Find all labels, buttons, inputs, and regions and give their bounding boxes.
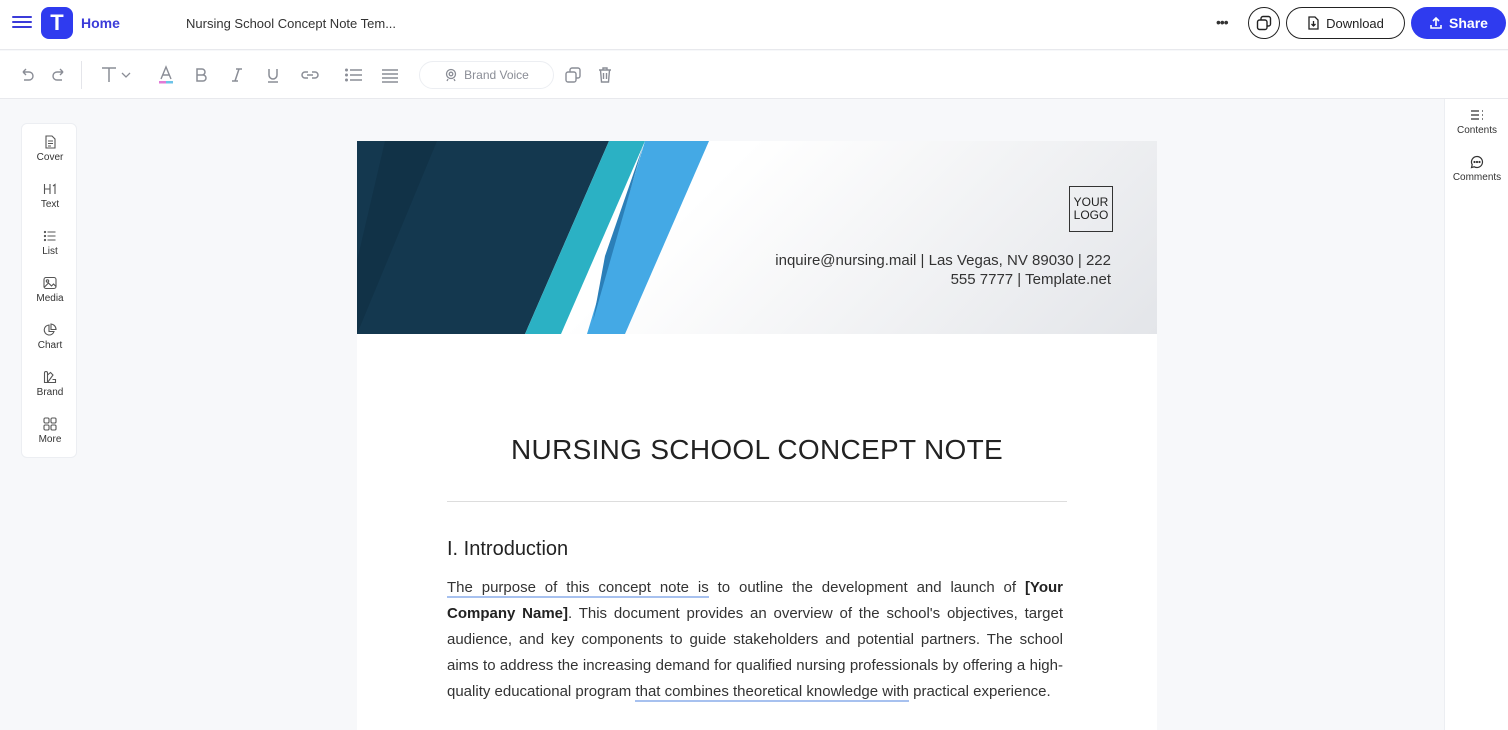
side-panel-right — [1444, 99, 1508, 730]
cover-label: Cover — [36, 152, 64, 163]
delete-button[interactable] — [595, 63, 615, 87]
comment-icon — [1470, 155, 1484, 169]
chart-label: Chart — [37, 340, 63, 351]
paragraph-text-4: . This document provides an overview of the school's objectives, target audience, and key components to guide stakeholders and potential partners. The school aims to address the increasing demand for qualified nursing professionals by offering a high-quality educational program — [447, 605, 1063, 700]
copy-icon — [564, 66, 582, 84]
bullet-list-icon — [344, 67, 364, 83]
section-title[interactable]: I. Introduction — [447, 538, 569, 560]
download-label: Download — [1326, 15, 1384, 31]
image-icon — [43, 276, 57, 290]
format-toolbar — [0, 51, 1508, 99]
document-header[interactable] — [357, 141, 1157, 334]
contents-button[interactable] — [1445, 109, 1508, 136]
insert-text-button[interactable] — [22, 182, 78, 222]
document-page[interactable] — [357, 141, 1157, 730]
text-color-icon — [157, 65, 175, 85]
grid-icon — [43, 417, 57, 431]
paragraph-text-6: practical experience. — [908, 683, 1051, 700]
underline-button[interactable] — [264, 63, 282, 87]
contents-label: Contents — [1456, 125, 1498, 136]
insert-list-button[interactable] — [22, 229, 78, 269]
bullet-list-button[interactable] — [343, 63, 365, 87]
download-icon — [1307, 16, 1320, 30]
duplicate-button[interactable] — [1248, 7, 1280, 39]
document-heading[interactable]: NURSING SCHOOL CONCEPT NOTE — [511, 434, 1003, 465]
heading-icon — [43, 182, 57, 196]
home-link[interactable]: Home — [81, 15, 120, 31]
top-bar — [0, 0, 1508, 50]
media-label: Media — [36, 293, 64, 304]
cover-icon — [43, 135, 57, 149]
link-icon — [300, 69, 320, 81]
suggestion-underline-1[interactable]: The purpose of this concept note is — [447, 579, 709, 596]
contact-info[interactable] — [731, 251, 1111, 289]
list-icon — [43, 229, 57, 243]
brand-label: Brand — [36, 387, 64, 398]
underline-icon — [266, 67, 280, 83]
company-logo-placeholder[interactable] — [1069, 186, 1113, 232]
pie-chart-icon — [43, 323, 57, 337]
logo-text-line1: YOUR — [1073, 195, 1109, 209]
brand-voice-label: Brand Voice — [464, 68, 529, 82]
suggestion-underline-2[interactable]: that combines theoretical knowledge with — [635, 683, 909, 700]
chevron-down-icon — [120, 70, 132, 80]
align-button[interactable] — [379, 63, 401, 87]
trash-icon — [597, 66, 613, 84]
redo-button[interactable] — [50, 63, 68, 87]
more-label: More — [38, 434, 62, 445]
insert-panel — [21, 123, 77, 458]
insert-cover-button[interactable] — [22, 135, 78, 175]
intro-paragraph[interactable] — [447, 575, 1063, 705]
text-style-dropdown[interactable] — [95, 63, 137, 87]
share-button[interactable] — [1411, 7, 1506, 39]
toolbar-divider — [81, 61, 82, 89]
share-label: Share — [1449, 15, 1488, 31]
company-name-placeholder: [Your Company Name] — [447, 579, 1063, 622]
redo-icon — [51, 68, 67, 82]
insert-more-button[interactable] — [22, 417, 78, 457]
brand-voice-icon — [444, 68, 458, 82]
list-label: List — [42, 246, 58, 257]
undo-icon — [19, 68, 35, 82]
insert-media-button[interactable] — [22, 276, 78, 316]
app-logo[interactable]: T — [41, 7, 73, 39]
menu-icon[interactable] — [12, 13, 32, 33]
link-button[interactable] — [299, 63, 321, 87]
download-button[interactable] — [1286, 7, 1405, 39]
brand-icon — [43, 370, 57, 384]
brand-voice-button[interactable] — [419, 61, 554, 89]
text-label: Text — [40, 199, 60, 210]
bold-icon — [194, 67, 208, 83]
header-graphic — [357, 141, 1157, 334]
duplicate-icon — [1256, 15, 1272, 31]
copy-block-button[interactable] — [563, 63, 583, 87]
comments-button[interactable] — [1445, 155, 1508, 183]
contact-line-1: inquire@nursing.mail | Las Vegas, NV 89030 | 222 — [775, 252, 1111, 269]
align-justify-icon — [380, 67, 400, 83]
italic-button[interactable] — [228, 63, 246, 87]
insert-chart-button[interactable] — [22, 323, 78, 363]
undo-button[interactable] — [18, 63, 36, 87]
contact-line-2: 555 7777 | Template.net — [950, 271, 1111, 288]
italic-icon — [230, 67, 244, 83]
more-options-icon[interactable]: ••• — [1216, 14, 1228, 30]
text-type-icon — [100, 66, 120, 84]
logo-text-line2: LOGO — [1073, 208, 1109, 222]
upload-icon — [1429, 16, 1443, 30]
heading-divider — [447, 501, 1067, 502]
bold-button[interactable] — [192, 63, 210, 87]
text-color-button[interactable] — [156, 63, 176, 87]
paragraph-text-2: to outline the development and launch of — [708, 579, 1025, 596]
insert-brand-button[interactable] — [22, 370, 78, 410]
contents-icon — [1470, 109, 1484, 122]
comments-label: Comments — [1452, 172, 1502, 183]
document-title[interactable]: Nursing School Concept Note Tem... — [186, 16, 397, 31]
